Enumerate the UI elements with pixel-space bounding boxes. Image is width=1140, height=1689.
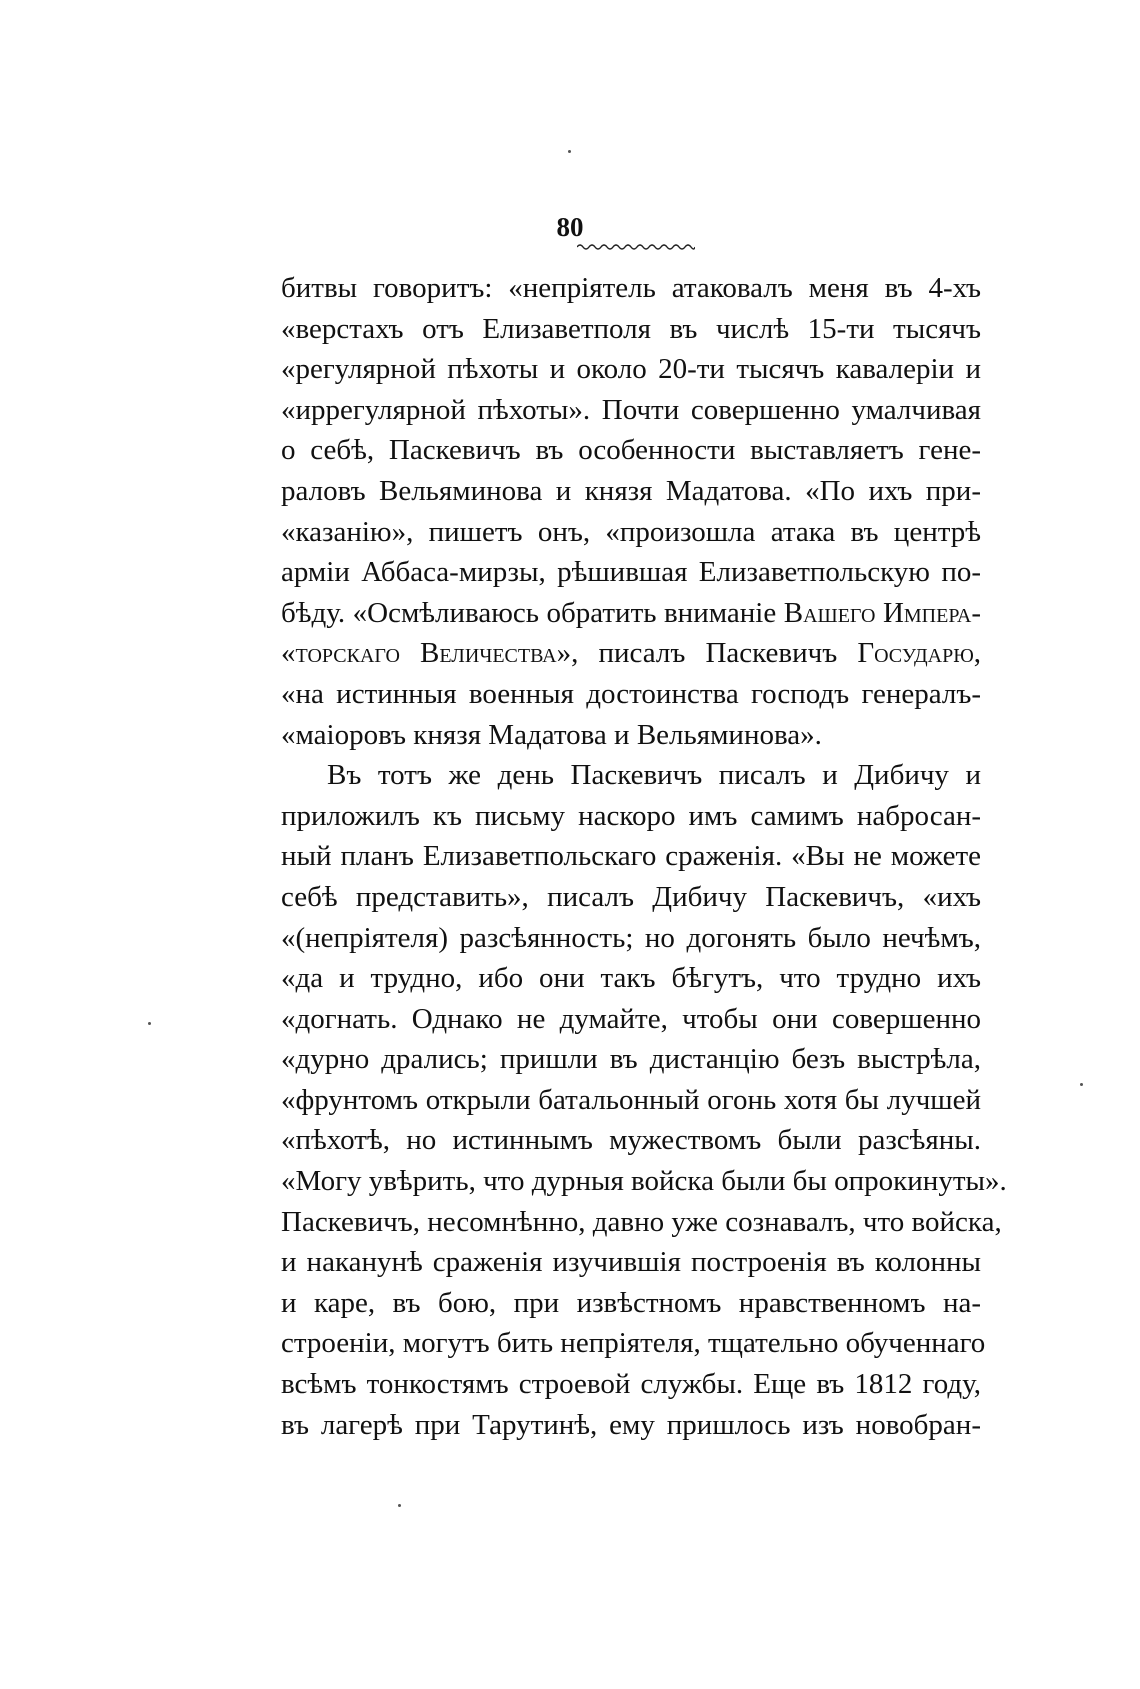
text-line: «верстахъ отъ Елизаветполя въ числѣ 15-ти тысячъ — [281, 312, 981, 345]
text-line: строеніи, могутъ бить непріятеля, тщательно обученнаго — [281, 1327, 986, 1360]
page-number: 80 — [556, 212, 584, 242]
text-line: въ лагерѣ при Тарутинѣ, ему пришлось изъ новобран- — [281, 1408, 981, 1441]
text-line: «пѣхотѣ, но истиннымъ мужествомъ были разсѣяны. — [281, 1124, 981, 1157]
text-line: «(непріятеля) разсѣянность; но догонять было нечѣмъ, — [281, 921, 981, 954]
text-line: всѣмъ тонкостямъ строевой службы. Еще въ 1812 году, — [281, 1368, 981, 1401]
print-speck — [1080, 1083, 1083, 1086]
text-line: «да и трудно, ибо они такъ бѣгутъ, что трудно ихъ — [281, 962, 981, 995]
text-line: и наканунѣ сраженія изучившія построенія въ колонны — [281, 1246, 981, 1279]
print-speck — [568, 150, 571, 153]
text-line: Въ тотъ же день Паскевичъ писалъ и Дибичу и — [327, 759, 981, 792]
text-line: «иррегулярной пѣхоты». Почти совершенно умалчивая — [281, 393, 981, 426]
text-line: «дурно дрались; пришли въ дистанцію безъ выстрѣла, — [281, 1043, 981, 1076]
print-speck — [398, 1504, 401, 1507]
text-line: Паскевичъ, несомнѣнно, давно уже сознавалъ, что войска, — [281, 1205, 1002, 1238]
text-line: «фрунтомъ открыли батальонный огонь хотя бы лучшей — [281, 1083, 981, 1116]
text-line: «казанію», пишетъ онъ, «произошла атака въ центрѣ — [281, 515, 981, 548]
print-speck — [148, 1022, 151, 1025]
text-line: «регулярной пѣхоты и около 20-ти тысячъ кавалеріи и — [281, 353, 981, 386]
text-line: «Могу увѣрить, что дурныя войска были бы опрокинуты». — [281, 1165, 1007, 1198]
text-line: «на истинныя военныя достоинства господъ генералъ- — [281, 677, 981, 710]
text-line: себѣ представить», писалъ Дибичу Паскевичъ, «ихъ — [281, 880, 981, 913]
text-line: «догнать. Однако не думайте, чтобы они совершенно — [281, 1002, 981, 1035]
text-line: бѣду. «Осмѣливаюсь обратить вниманіе Вашего Импера- — [281, 596, 981, 629]
text-line: раловъ Вельяминова и князя Мадатова. «По ихъ при- — [281, 474, 981, 507]
text-line: и каре, въ бою, при извѣстномъ нравственномъ на- — [281, 1286, 981, 1319]
text-line: арміи Аббаса-мирзы, рѣшившая Елизаветпольскую по- — [281, 556, 981, 589]
text-line: о себѣ, Паскевичъ въ особенности выставляетъ гене- — [281, 434, 981, 467]
wavy-rule-ornament — [577, 242, 695, 252]
text-line: приложилъ къ письму наскоро имъ самимъ набросан- — [281, 799, 981, 832]
text-line: «маіоровъ князя Мадатова и Вельяминова». — [281, 718, 822, 751]
text-line: битвы говоритъ: «непріятель атаковалъ меня въ 4-хъ — [281, 272, 981, 304]
text-line: «торскаго Величества», писалъ Паскевичъ Государю, — [281, 637, 982, 670]
text-line: ный планъ Елизаветпольскаго сраженія. «Вы не можете — [281, 840, 981, 873]
body-text — [281, 268, 1007, 1445]
